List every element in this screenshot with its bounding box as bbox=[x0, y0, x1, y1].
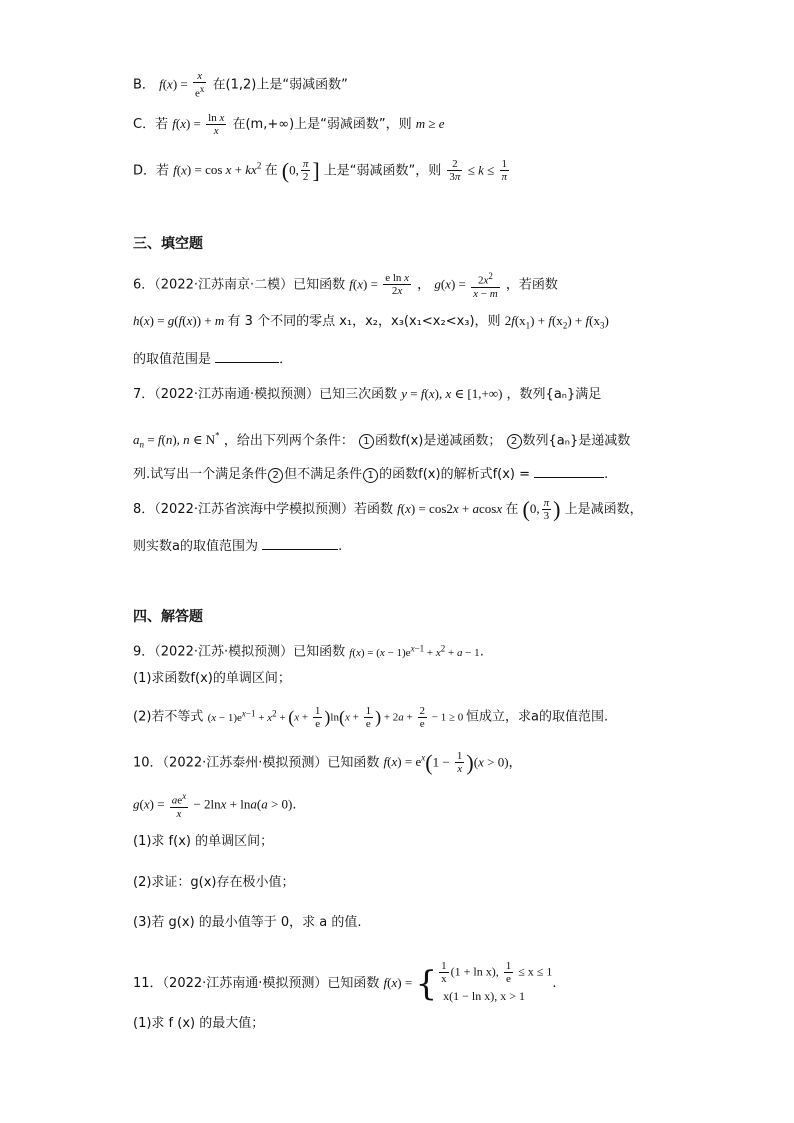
question-11-line-1: 11．（2022·江苏南通·模拟预测）已知函数 f(x) = { $\frac{1}{x}$ (1 + ln x), $\frac{1}{e}$ ≤ x ≤ 1 x(1 − ln x), x > 1 . bbox=[133, 960, 557, 1004]
option-d-text: 上是“弱减函数”，则 bbox=[323, 163, 442, 179]
section-title-answers: 四、解答题 bbox=[133, 609, 203, 625]
q6-tail: ，若函数 bbox=[505, 277, 558, 293]
q7-cond1: 函数f(x)是递减函数； bbox=[374, 433, 502, 449]
option-c-prefix: C．若 bbox=[133, 117, 169, 132]
question-7-line-3: 列.试写出一个满足条件 2 但不满足条件 1 的函数f(x)的解析式f(x) = . bbox=[133, 463, 608, 485]
q9-p2a: (2)若不等式 bbox=[133, 709, 204, 725]
q6-line3: 的取值范围是 bbox=[133, 352, 212, 367]
q8-head: 8．（2022·江苏省滨海中学模拟预测）若函数 bbox=[133, 502, 393, 517]
question-6-line-3: 的取值范围是 ． bbox=[133, 348, 292, 370]
question-10-part-3: (3)若 g(x) 的最小值等于 0，求 a 的值. bbox=[133, 915, 362, 930]
question-10-line-1: 10．（2022·江苏泰州·模拟预测）已知函数 $f(x) = e^x(1$ − $\frac{1}{x}$ )(x > 0)， bbox=[133, 749, 522, 776]
option-d-prefix: D．若 bbox=[133, 163, 170, 179]
q11-head: 11．（2022·江苏南通·模拟预测）已知函数 bbox=[133, 976, 380, 991]
question-9-part-2: (2)若不等式 $(x - 1)e^{x-1} + x^2 + (x$ + $\frac{1}{e}$ )ln(x + $\frac{1}{e}$ ) + 2a + $\frac{2}{e}$ − 1 ≥ 0 恒成立，求a的取值范围. bbox=[133, 704, 609, 730]
q9-p2b: 恒成立，求a的取值范围. bbox=[466, 709, 609, 725]
q7-line3c: 的函数f(x)的解析式f(x) = bbox=[379, 467, 531, 482]
circled-2-icon: 2 bbox=[268, 468, 283, 483]
q9-head: 9．（2022·江苏·模拟预测）已知函数 bbox=[133, 644, 346, 660]
q7-line3: 列.试写出一个满足条件 bbox=[133, 467, 268, 482]
option-c-cond: m ≥ e bbox=[415, 116, 445, 131]
question-9-line-1: 9．（2022·江苏·模拟预测）已知函数 $f(x) = (x - 1)e^{x-1} + x^2 + a - 1$. bbox=[133, 643, 484, 660]
question-7-line-1: 7．（2022·江苏南通·模拟预测）已知三次函数 y = f(x), x ∈ [1,+∞) ，数列{aₙ}满足 bbox=[133, 386, 602, 402]
option-c-text: 在(m,+∞)上是“弱减函数”，则 bbox=[232, 117, 412, 132]
option-b: B． f(x) = $\frac{x}{e^x}$ 在(1,2)上是“弱减函数” bbox=[133, 70, 348, 100]
option-b-prefix: B． bbox=[133, 77, 155, 93]
answer-blank-7[interactable] bbox=[534, 463, 604, 478]
circled-1-icon: 1 bbox=[359, 434, 374, 449]
question-8-line-1: 8．（2022·江苏省滨海中学模拟预测）若函数 f(x) = cos2x + acosx 在 (0, $\frac{\pi}{3}$ ) 上是减函数， bbox=[133, 496, 643, 522]
q8-line2: 则实数a的取值范围为 bbox=[133, 539, 258, 554]
question-8-line-2: 则实数a的取值范围为 . bbox=[133, 535, 342, 557]
option-d: D．若 $f(x) = \cos x + kx^2$ 在 (0, $\frac{\pi}{2}$ ] 上是“弱减函数”，则 $\frac{2}{3\pi}$ ≤ k ≤ $\frac{1}{\pi}$ bbox=[133, 157, 508, 184]
option-b-text: 在(1,2)上是“弱减函数” bbox=[212, 77, 348, 93]
question-6-line-1: 6．（2022·江苏南京·二模）已知函数 f(x) = $\frac{\text{e ln x}}{2x}$ ， g(x) = $\frac{2x^2}{x - m}$ ，若函数 bbox=[133, 271, 558, 300]
option-c: C．若 f(x) = $\frac{\text{ln x}}{x}$ 在(m,+∞)上是“弱减函数”，则 m ≥ e bbox=[133, 112, 445, 137]
answer-blank-8[interactable] bbox=[262, 535, 338, 550]
q7-tail: ，数列{aₙ}满足 bbox=[506, 387, 602, 402]
q7-line2a: ，给出下列两个条件： bbox=[223, 433, 354, 449]
q6-line2: 有 3 个不同的零点 x₁，x₂，x₃(x₁<x₂<x₃)，则 bbox=[227, 314, 501, 329]
q6-mid: ， bbox=[417, 277, 431, 293]
question-10-part-1: (1)求 f(x) 的单调区间； bbox=[133, 834, 274, 849]
answer-blank-6[interactable] bbox=[215, 348, 279, 363]
circled-1-icon: 1 bbox=[363, 468, 378, 483]
q6-head: 6．（2022·江苏南京·二模）已知函数 bbox=[133, 277, 346, 293]
q7-line3b: 但不满足条件 bbox=[284, 467, 363, 482]
question-10-part-2: (2)求证：g(x)存在极小值； bbox=[133, 875, 295, 890]
question-7-line-2: $a_n = f(n)$, n ∈ N* ，给出下列两个条件： 1 函数f(x)是递减函数； 2 数列{aₙ}是递减数 bbox=[133, 431, 631, 450]
section-title-fill-in: 三、填空题 bbox=[133, 236, 203, 252]
q7-head: 7．（2022·江苏南通·模拟预测）已知三次函数 bbox=[133, 387, 398, 402]
circled-2-icon: 2 bbox=[507, 434, 522, 449]
question-9-part-1: (1)求函数f(x)的单调区间； bbox=[133, 671, 291, 686]
q7-cond2: 数列{aₙ}是递减数 bbox=[522, 433, 631, 449]
q8-tail: 上是减函数， bbox=[564, 502, 643, 517]
question-6-line-2: h(x) = g(f(x)) + m 有 3 个不同的零点 x₁，x₂，x₃(x₁<x₂<x₃)，则 $2f(x_1) + f(x_2) + f(x_3)$ bbox=[133, 313, 609, 331]
q10-head: 10．（2022·江苏泰州·模拟预测）已知函数 bbox=[133, 755, 380, 771]
question-11-part-1: (1)求 f (x) 的最大值； bbox=[133, 1016, 265, 1031]
question-10-line-2: g(x) = $\frac{ae^x}{x}$ − 2lnx + lna(a > 0). bbox=[133, 791, 297, 820]
